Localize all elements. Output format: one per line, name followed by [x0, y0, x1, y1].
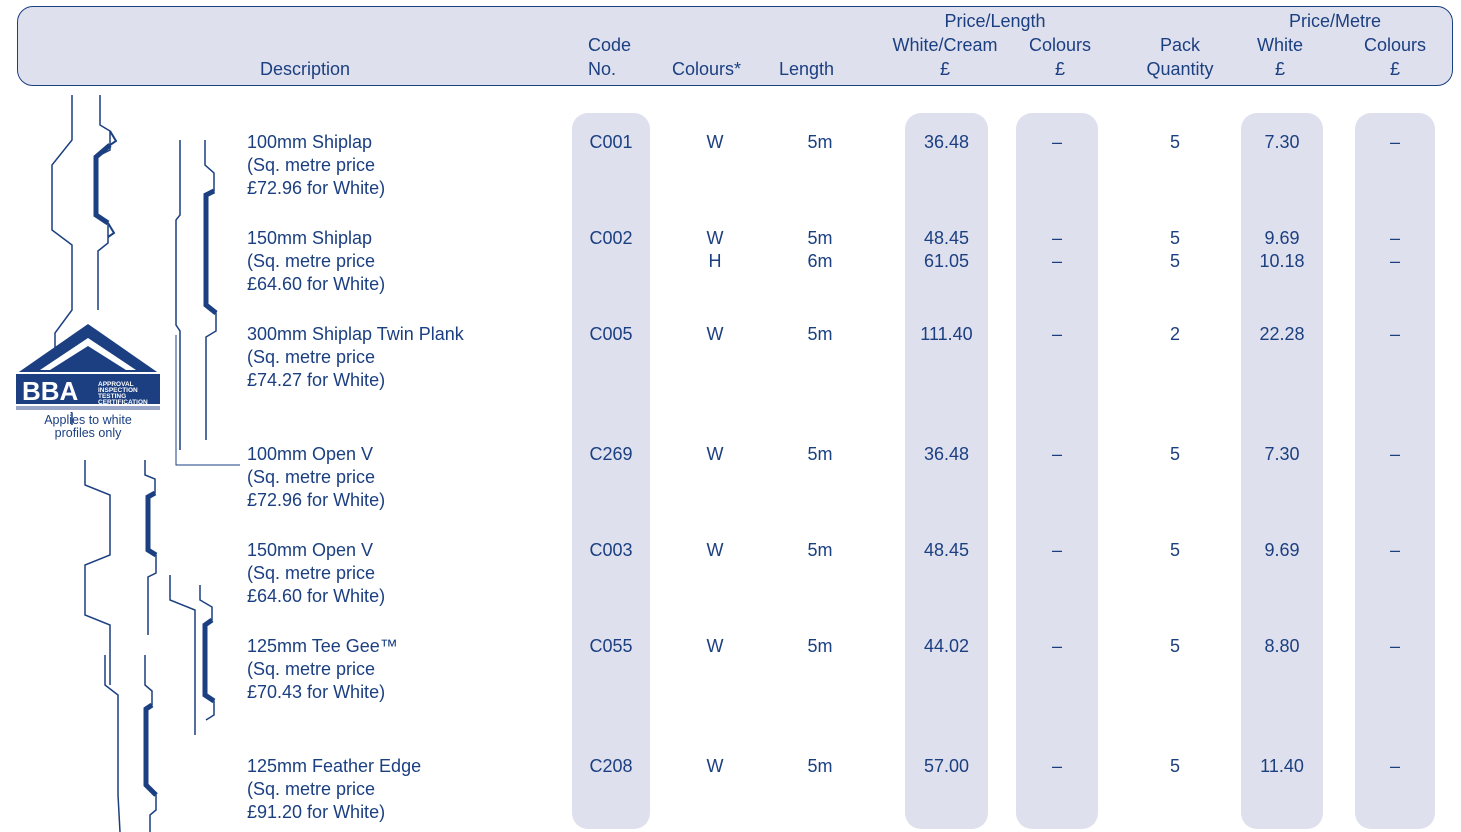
- header-length: Length: [779, 59, 835, 79]
- header-pack-line2: Quantity: [1146, 59, 1214, 79]
- bba-note: Applies to white profiles only: [44, 413, 132, 440]
- row-length: 5m: [807, 132, 833, 152]
- row-price-length-white: 48.45: [923, 540, 970, 560]
- svg-text:CERTIFICATION: CERTIFICATION: [98, 399, 148, 406]
- header-price-length-white-unit: £: [939, 59, 950, 79]
- row-price-metre-colours: –: [1389, 444, 1400, 464]
- row-price-metre-white: 7.30: [1264, 444, 1300, 464]
- svg-text:INSPECTION: INSPECTION: [98, 387, 138, 394]
- row-code: C269: [589, 444, 633, 464]
- row-price-metre-colours: –: [1389, 324, 1400, 344]
- row-price-length-colours: – –: [1051, 228, 1062, 271]
- row-length: 5m 6m: [807, 228, 833, 271]
- row-pack-quantity: 5: [1169, 756, 1180, 776]
- row-pack-quantity: 5: [1169, 540, 1180, 560]
- row-length: 5m: [807, 540, 833, 560]
- row-colours: W H: [706, 228, 724, 271]
- row-colours: W: [706, 636, 724, 656]
- header-price-length-group: Price/Length: [944, 11, 1046, 31]
- price-length-white-column-band: [905, 113, 988, 829]
- row-length: 5m: [807, 324, 833, 344]
- bba-logo-icon: [12, 320, 164, 415]
- header-price-length-colours-unit: £: [1054, 59, 1065, 79]
- header-price-length-white: White/Cream: [892, 35, 998, 55]
- row-code: C208: [589, 756, 633, 776]
- row-code: C003: [589, 540, 633, 560]
- row-code: C055: [589, 636, 633, 656]
- row-price-length-colours: –: [1051, 636, 1062, 656]
- row-description: 125mm Tee Gee™ (Sq. metre price £70.43 for White): [247, 636, 398, 702]
- row-pack-quantity: 5: [1169, 132, 1180, 152]
- row-description: 125mm Feather Edge (Sq. metre price £91.20 for White): [247, 756, 422, 822]
- header-code-line1: Code: [588, 35, 632, 55]
- header-price-length-colours: Colours: [1028, 35, 1092, 55]
- price-length-colours-column-band: [1016, 113, 1098, 829]
- header-code-line2: No.: [588, 59, 617, 79]
- header-price-metre-white: White: [1256, 35, 1303, 55]
- row-price-metre-white: 7.30: [1264, 132, 1300, 152]
- row-length: 5m: [807, 756, 833, 776]
- row-price-metre-colours: –: [1389, 132, 1400, 152]
- header-colours: Colours*: [672, 59, 742, 79]
- row-price-length-white: 57.00: [923, 756, 970, 776]
- header-price-metre-white-unit: £: [1274, 59, 1285, 79]
- row-colours: W: [706, 324, 724, 344]
- row-length: 5m: [807, 444, 833, 464]
- header-price-metre-colours: Colours: [1363, 35, 1427, 55]
- row-price-metre-white: 9.69: [1264, 540, 1300, 560]
- row-pack-quantity: 5: [1169, 636, 1180, 656]
- row-code: C005: [589, 324, 633, 344]
- row-colours: W: [706, 444, 724, 464]
- row-colours: W: [706, 756, 724, 776]
- row-price-metre-white: 22.28: [1259, 324, 1305, 344]
- row-price-metre-colours: –: [1389, 756, 1400, 776]
- row-price-metre-colours: –: [1389, 636, 1400, 656]
- row-price-metre-colours: –: [1389, 540, 1400, 560]
- row-description: 100mm Open V (Sq. metre price £72.96 for White): [247, 444, 386, 510]
- row-pack-quantity: 2: [1169, 324, 1180, 344]
- row-price-length-colours: –: [1051, 444, 1062, 464]
- row-price-length-white: 36.48: [923, 132, 970, 152]
- row-pack-quantity: 5 5: [1169, 228, 1180, 271]
- row-price-length-white: 44.02: [923, 636, 970, 656]
- row-description: 300mm Shiplap Twin Plank (Sq. metre price £74.27 for White): [247, 324, 464, 390]
- row-colours: W: [706, 132, 724, 152]
- row-price-metre-white: 8.80: [1264, 636, 1300, 656]
- cladding-profiles-illustration: [0, 95, 240, 832]
- row-price-length-colours: –: [1051, 756, 1062, 776]
- row-price-metre-colours: – –: [1389, 228, 1400, 271]
- header-description: Description: [260, 59, 351, 79]
- price-metre-colours-column-band: [1355, 113, 1435, 829]
- row-description: 100mm Shiplap (Sq. metre price £72.96 for White): [247, 132, 386, 198]
- svg-text:APPROVAL: APPROVAL: [98, 381, 134, 388]
- row-price-length-colours: –: [1051, 540, 1062, 560]
- header-price-metre-colours-unit: £: [1389, 59, 1400, 79]
- row-colours: W: [706, 540, 724, 560]
- row-price-metre-white: 11.40: [1260, 756, 1304, 776]
- row-price-length-colours: –: [1051, 132, 1062, 152]
- row-pack-quantity: 5: [1169, 444, 1180, 464]
- code-column-band: [572, 113, 650, 829]
- row-code: C002: [589, 228, 633, 248]
- row-description: 150mm Open V (Sq. metre price £64.60 for White): [247, 540, 386, 606]
- bba-logo-text: BBA: [22, 376, 79, 406]
- row-price-metre-white: 9.69 10.18: [1259, 228, 1305, 271]
- row-price-length-white: 111.40: [920, 324, 973, 344]
- row-length: 5m: [807, 636, 833, 656]
- header-pack-line1: Pack: [1159, 35, 1201, 55]
- row-price-length-colours: –: [1051, 324, 1062, 344]
- row-description: 150mm Shiplap (Sq. metre price £64.60 for White): [247, 228, 386, 294]
- row-price-length-white: 36.48: [923, 444, 970, 464]
- svg-text:TESTING: TESTING: [98, 393, 127, 400]
- price-metre-white-column-band: [1241, 113, 1323, 829]
- row-price-length-white: 48.45 61.05: [923, 228, 970, 271]
- row-code: C001: [589, 132, 633, 152]
- header-price-metre-group: Price/Metre: [1288, 11, 1382, 31]
